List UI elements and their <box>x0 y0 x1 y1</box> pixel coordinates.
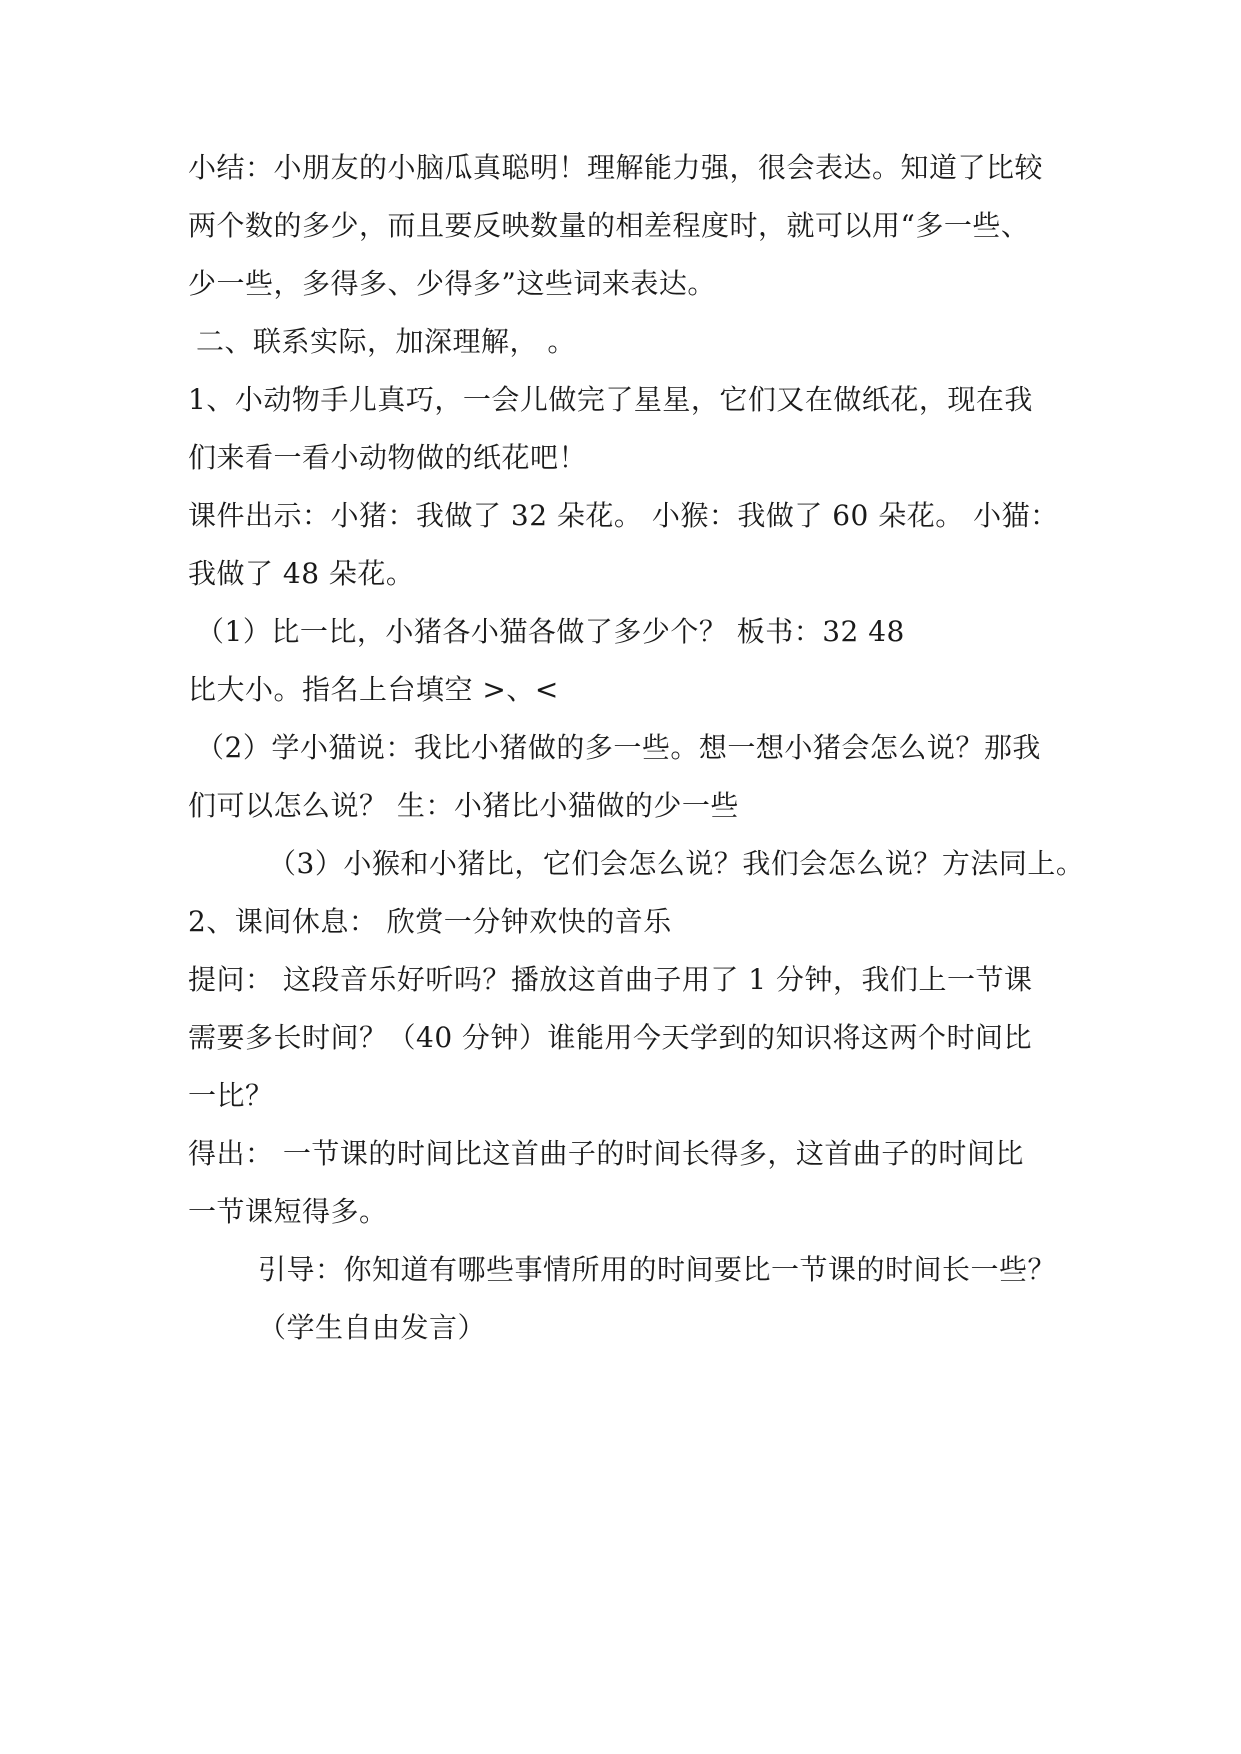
text-line: 提问： 这段音乐好听吗？播放这首曲子用了 1 分钟，我们上一节课 <box>188 963 1033 996</box>
text-line: 一比？ <box>188 1079 274 1112</box>
text-line: 们来看一看小动物做的纸花吧！ <box>188 441 588 474</box>
text-line: 少一些，多得多、少得多”这些词来表达。 <box>188 267 716 300</box>
text-line: 引导：你知道有哪些事情所用的时间要比一节课的时间长一些？ <box>258 1253 1057 1286</box>
text-line: 比大小。指名上台填空 >、< <box>188 673 559 706</box>
section-heading: 二、联系实际，加深理解， 。 <box>196 325 576 358</box>
text-line: 得出： 一节课的时间比这首曲子的时间长得多，这首曲子的时间比 <box>188 1137 1024 1170</box>
text-line: 一节课短得多。 <box>188 1195 388 1228</box>
text-line: 两个数的多少，而且要反映数量的相差程度时，就可以用“多一些、 <box>188 209 1030 242</box>
text-line: 需要多长时间？（40 分钟）谁能用今天学到的知识将这两个时间比 <box>188 1021 1033 1054</box>
text-line: 2、课间休息： 欣赏一分钟欢快的音乐 <box>188 905 672 938</box>
text-line: 我做了 48 朵花。 <box>188 557 415 590</box>
text-line: 1、小动物手儿真巧，一会儿做完了星星，它们又在做纸花，现在我 <box>188 383 1033 416</box>
text-line: （3）小猴和小猪比，它们会怎么说？我们会怎么说？方法同上。 <box>268 847 1085 880</box>
text-line: （1）比一比，小猪各小猫各做了多少个？ 板书：32 48 <box>196 615 905 648</box>
text-line: 们可以怎么说？ 生：小猪比小猫做的少一些 <box>188 789 739 822</box>
text-line: （学生自由发言） <box>258 1311 487 1344</box>
text-line: （2）学小猫说：我比小猪做的多一些。想一想小猪会怎么说？那我 <box>196 731 1041 764</box>
text-line: 小结：小朋友的小脑瓜真聪明！理解能力强，很会表达。知道了比较 <box>188 151 1044 184</box>
text-line: 课件出示：小猪：我做了 32 朵花。 小猴：我做了 60 朵花。 小猫： <box>188 499 1059 532</box>
